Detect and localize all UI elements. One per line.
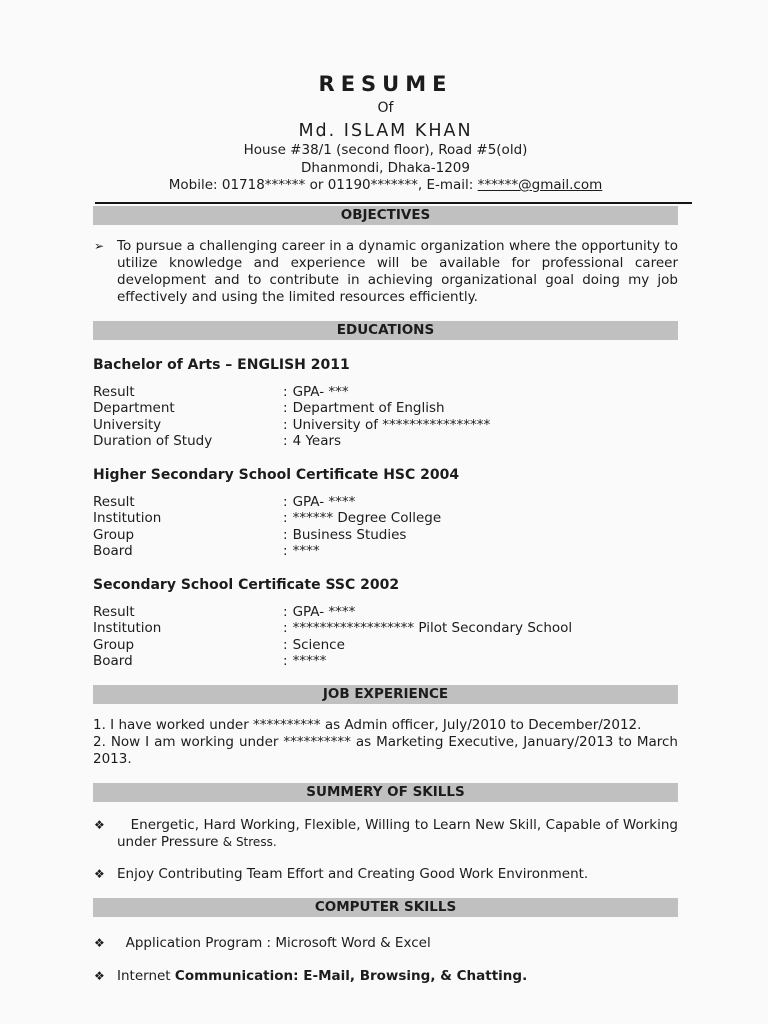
resume-title: RESUME — [318, 72, 453, 96]
diamond-bullet-icon: ❖ — [94, 817, 105, 832]
row-label: Result — [93, 493, 135, 510]
header-divider-rule — [95, 202, 692, 204]
skills-item — [93, 817, 678, 851]
skills-item-text: Energetic, Hard Working, Flexible, Willing to Learn New Skill, Capable of Working under Pressure — [117, 816, 678, 850]
row-value: 4 Years — [292, 433, 342, 449]
section-bar-computer-skills: COMPUTER SKILLS — [93, 898, 678, 917]
row-value: GPA- *** — [292, 383, 349, 400]
row-value: GPA- **** — [292, 493, 356, 510]
row-separator: : — [283, 416, 288, 433]
education-entry-ba — [93, 357, 678, 450]
row-label: Group — [93, 636, 135, 653]
row-separator: : — [283, 620, 288, 636]
row-label: Board — [93, 653, 133, 669]
diamond-bullet-icon: ❖ — [94, 968, 105, 983]
row-value: Business Studies — [292, 526, 407, 543]
row-separator: : — [283, 543, 288, 559]
row-label: Result — [93, 603, 135, 620]
computer-skills-item-bold: Communication: E-Mail, Browsing, & Chatting. — [174, 967, 528, 984]
education-row — [93, 510, 678, 527]
row-value: Department of English — [292, 400, 445, 416]
computer-skills-item — [93, 935, 678, 952]
education-entry-hsc — [93, 467, 678, 560]
education-rows — [93, 604, 678, 670]
education-row — [93, 604, 678, 621]
computer-skills-item-prefix: Internet — [117, 967, 175, 984]
row-separator: : — [283, 653, 288, 669]
row-label: Result — [93, 383, 135, 400]
contact-line — [93, 177, 678, 194]
education-entry-ssc — [93, 577, 678, 670]
section-bar-summary-of-skills: SUMMERY OF SKILLS — [93, 783, 678, 802]
education-entry-title: Bachelor of Arts – ENGLISH 2011 — [93, 356, 350, 373]
computer-skills-item-text: Application Program : Microsoft Word & Excel — [117, 934, 431, 951]
row-value: ***** — [292, 653, 327, 669]
contact-text: Mobile: 01718****** or 01190*******, E-mail: — [168, 177, 478, 193]
skills-item-text-small: & Stress. — [222, 834, 277, 849]
skills-item-text: Enjoy Contributing Team Effort and Creating Good Work Environment. — [117, 865, 589, 882]
row-separator: : — [283, 383, 288, 400]
row-label: University — [93, 416, 162, 433]
row-value: ****** Degree College — [292, 510, 442, 526]
row-separator: : — [283, 603, 288, 620]
education-row — [93, 620, 678, 637]
row-label: Duration of Study — [93, 433, 213, 449]
row-value: **** — [292, 543, 320, 559]
education-row — [93, 637, 678, 654]
education-row — [93, 433, 678, 450]
row-label: Department — [93, 400, 175, 416]
education-rows — [93, 494, 678, 560]
arrow-bullet-icon: ➢ — [94, 238, 105, 253]
row-separator: : — [283, 526, 288, 543]
row-value: University of **************** — [292, 416, 491, 433]
row-value: GPA- **** — [292, 603, 356, 620]
education-row — [93, 653, 678, 670]
education-row — [93, 384, 678, 401]
address-line-1: House #38/1 (second floor), Road #5(old) — [243, 142, 528, 158]
skills-item — [93, 866, 678, 883]
job-experience-item: 1. I have worked under ********** as Admin officer, July/2010 to December/2012. — [93, 716, 642, 733]
address-line-2: Dhanmondi, Dhaka-1209 — [301, 159, 470, 176]
row-separator: : — [283, 510, 288, 526]
resume-header — [93, 72, 678, 194]
section-bar-educations: EDUCATIONS — [93, 321, 678, 340]
education-entry-title: Secondary School Certificate SSC 2002 — [93, 576, 400, 593]
education-row — [93, 543, 678, 560]
objectives-text: To pursue a challenging career in a dynamic organization where the opportunity to utilize knowledge and experience will be available for professional career development and to contribute in achieving organizational goal doing my job effectively and using the limited resources efficiently. — [117, 237, 678, 305]
resume-of: Of — [377, 100, 394, 116]
education-rows — [93, 384, 678, 450]
objectives-paragraph — [93, 238, 678, 306]
computer-skills-item — [93, 968, 678, 985]
email-link[interactable]: ******@gmail.com — [477, 177, 603, 193]
row-separator: : — [283, 636, 288, 653]
row-label: Board — [93, 543, 133, 559]
row-separator: : — [283, 433, 288, 449]
education-row — [93, 400, 678, 417]
education-row — [93, 494, 678, 511]
person-name: Md. ISLAM KHAN — [298, 121, 473, 141]
row-value: ****************** Pilot Secondary School — [292, 620, 573, 636]
section-bar-job-experience: JOB EXPERIENCE — [93, 685, 678, 704]
section-bar-objectives: OBJECTIVES — [93, 206, 678, 225]
diamond-bullet-icon: ❖ — [94, 866, 105, 881]
row-label: Institution — [93, 620, 162, 636]
education-entry-title: Higher Secondary School Certificate HSC 2004 — [93, 466, 460, 483]
job-experience-item: 2. Now I am working under ********** as Marketing Executive, January/2013 to March 2013. — [93, 733, 678, 767]
education-row — [93, 527, 678, 544]
row-separator: : — [283, 400, 288, 416]
row-value: Science — [292, 636, 345, 653]
row-label: Group — [93, 526, 135, 543]
diamond-bullet-icon: ❖ — [94, 935, 105, 950]
row-separator: : — [283, 493, 288, 510]
job-experience-list — [93, 717, 678, 768]
row-label: Institution — [93, 510, 162, 526]
education-row — [93, 417, 678, 434]
